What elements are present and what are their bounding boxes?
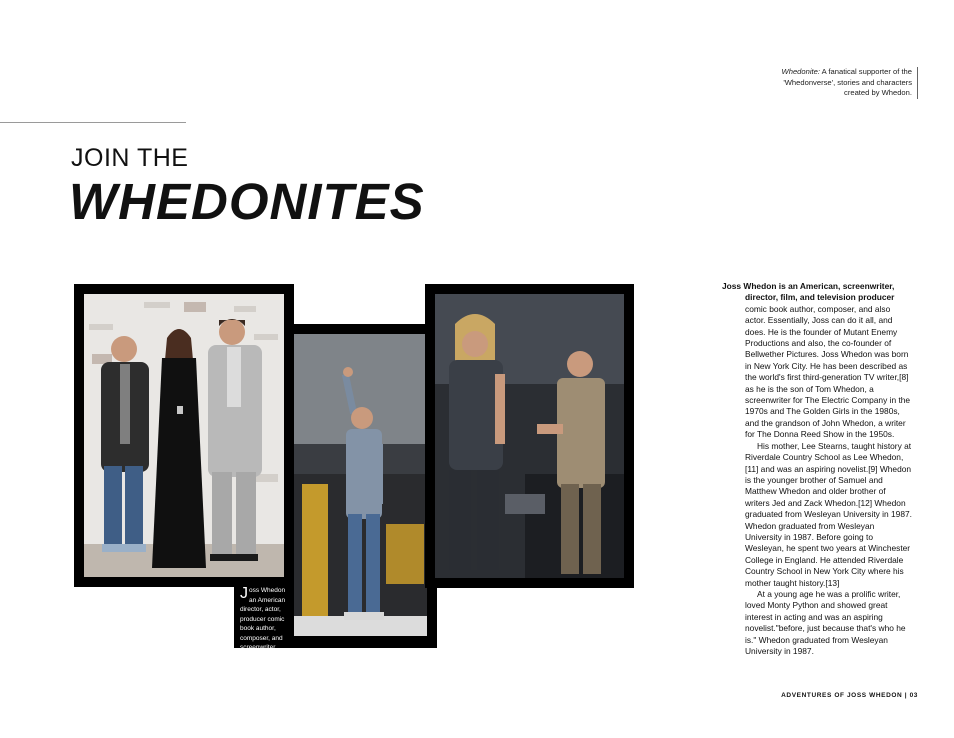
page-number: 03 [909, 692, 918, 699]
photo-comic-con [294, 334, 427, 636]
photo-frame-red-carpet [74, 284, 294, 587]
article-paragraph-2: His mother, Lee Stearns, taught history at Riverdale Country School as Lee Whedon,[11] and was an aspiring novelist.[9] Whedon is the younger brother of Samuel and Matthew Whedon and older brother of writers Jed and Zack Whedon.[12] Whedon graduated from Wesleyan University in 1987. Whedon graduated from Wesleyan University in 1987. Before going to Wesleyan, he spent two years at Winchester College in England. He attended Riverdale Country School in New York City where his mother taught history.[13] [745, 440, 912, 588]
article-paragraph-3: At a young age he was a prolific writer, loved Monty Python and showed great interest in acting and was an aspiring novelist."before, just because that's who he is." Whedon graduated from Wesleyan University in 1987. [745, 588, 906, 656]
page-title: WHEDONITES [69, 173, 425, 230]
photo-frame-on-set [425, 284, 634, 588]
caption-text: oss Whedon an American director, actor, producer comic book author, composer, and screenwriter. [240, 587, 286, 651]
article-p1: comic book author, composer, and also actor. Essentially, Joss can do it all, and does. He is the founder of Mutant Enemy Productions and also, the co-founder of Bellwether Pictures. Joss Whedon was born in New York City. He has been described as the world's first third-generation TV writer,[8] as he is the son of Tom Whedon, a screenwriter for The Electric Company in the 1970s and The Golden Girls in the 1980s, and the grandson of John Whedon, a writer for The Donna Reed Show in the 1950s. [745, 303, 911, 440]
definition-term: Whedonite: [781, 67, 820, 76]
header-rule [0, 122, 186, 123]
caption-dropcap: J [240, 585, 248, 602]
article-lead: Joss Whedon is an American, screenwriter, director, film, and television producer [722, 281, 895, 303]
article-paragraph-1 [722, 281, 912, 441]
definition-note [762, 67, 918, 99]
article-body [722, 281, 912, 657]
footer-separator: | [904, 692, 908, 699]
definition-text: A fanatical supporter of the 'Whedonverse', stories and characters created by Whedon. [783, 67, 912, 97]
photo-red-carpet [84, 294, 284, 577]
photo-frame-comic-con [284, 324, 437, 648]
footer-label: ADVENTURES OF JOSS WHEDON [781, 692, 903, 699]
title-kicker: JOIN THE [71, 144, 189, 172]
photo-on-set [435, 294, 624, 578]
photo-caption [234, 580, 290, 651]
page-footer [781, 692, 918, 699]
